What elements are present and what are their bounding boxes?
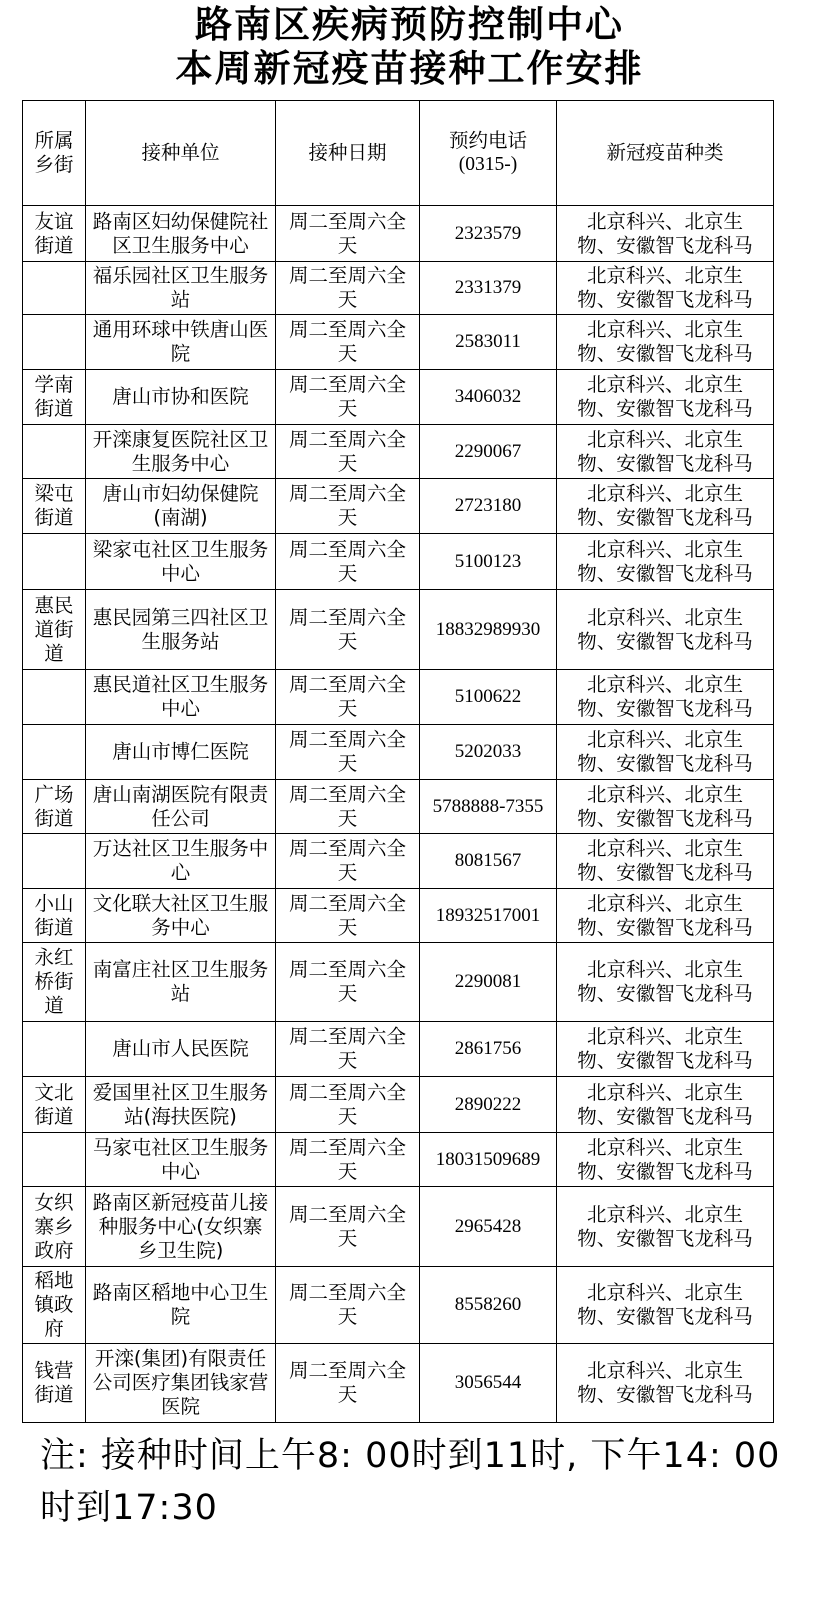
cell-vaccine xyxy=(557,315,774,370)
cell-street xyxy=(23,1077,86,1133)
header-date: 接种日期 xyxy=(276,101,420,206)
cell-date xyxy=(276,1133,420,1187)
cell-phone: 2890222 xyxy=(420,1077,557,1133)
cell-street xyxy=(23,1187,86,1267)
cell-vaccine-text: 北京科兴、北京生物、安徽智飞龙科马 xyxy=(577,1080,753,1128)
cell-street xyxy=(23,834,86,889)
cell-date xyxy=(276,834,420,889)
cell-date-text: 周二至周六全天 xyxy=(288,958,406,1005)
cell-vaccine-text: 北京科兴、北京生物、安徽智飞龙科马 xyxy=(577,782,753,830)
vaccination-schedule-table xyxy=(22,100,774,1423)
cell-street-text: 钱营街道 xyxy=(34,1359,74,1406)
cell-street-text: 学南街道 xyxy=(34,373,74,420)
cell-date xyxy=(276,370,420,425)
cell-unit xyxy=(86,1344,276,1423)
table-header-row xyxy=(23,101,774,206)
table-row xyxy=(23,262,774,315)
cell-phone: 5100123 xyxy=(420,534,557,590)
cell-vaccine xyxy=(557,534,774,590)
cell-vaccine-text: 北京科兴、北京生物、安徽智飞龙科马 xyxy=(577,537,753,585)
cell-date-text: 周二至周六全天 xyxy=(288,209,406,257)
cell-vaccine xyxy=(557,590,774,670)
cell-phone: 8081567 xyxy=(420,834,557,889)
cell-street xyxy=(23,370,86,425)
cell-phone: 18031509689 xyxy=(420,1133,557,1187)
cell-vaccine-text: 北京科兴、北京生物、安徽智飞龙科马 xyxy=(577,958,753,1005)
cell-date xyxy=(276,206,420,262)
cell-street-text: 稻地镇政府 xyxy=(34,1269,74,1340)
cell-street xyxy=(23,479,86,534)
cell-phone: 18832989930 xyxy=(420,590,557,670)
cell-date xyxy=(276,1187,420,1267)
cell-unit xyxy=(86,262,276,315)
cell-vaccine xyxy=(557,370,774,425)
cell-vaccine-text: 北京科兴、北京生物、安徽智飞龙科马 xyxy=(577,891,753,939)
cell-vaccine xyxy=(557,1344,774,1423)
cell-date-text: 周二至周六全天 xyxy=(288,1359,406,1406)
table-row xyxy=(23,1022,774,1077)
cell-date-text: 周二至周六全天 xyxy=(288,782,406,830)
cell-vaccine xyxy=(557,889,774,943)
cell-vaccine-text: 北京科兴、北京生物、安徽智飞龙科马 xyxy=(577,1202,753,1250)
cell-vaccine-text: 北京科兴、北京生物、安徽智飞龙科马 xyxy=(577,1135,753,1183)
vaccination-time-note: 注: 接种时间上午8: 00时到11时, 下午14: 00时到17:30 xyxy=(40,1436,781,1528)
table-row xyxy=(23,1267,774,1344)
cell-unit-text: 马家屯社区卫生服务中心 xyxy=(92,1135,269,1183)
cell-vaccine-text: 北京科兴、北京生物、安徽智飞龙科马 xyxy=(577,482,753,529)
cell-unit xyxy=(86,1267,276,1344)
cell-phone: 2723180 xyxy=(420,479,557,534)
cell-unit-text: 开滦(集团)有限责任公司医疗集团钱家营医院 xyxy=(92,1347,269,1418)
cell-vaccine xyxy=(557,206,774,262)
cell-street-text: 女织寨乡政府 xyxy=(34,1190,74,1262)
cell-unit-text: 福乐园社区卫生服务站 xyxy=(92,264,269,311)
cell-phone: 2583011 xyxy=(420,315,557,370)
cell-vaccine-text: 北京科兴、北京生物、安徽智飞龙科马 xyxy=(577,837,753,884)
cell-unit xyxy=(86,1077,276,1133)
cell-date xyxy=(276,590,420,670)
cell-street xyxy=(23,780,86,834)
table-row xyxy=(23,725,774,780)
cell-date-text: 周二至周六全天 xyxy=(288,1080,406,1128)
cell-unit-text: 南富庄社区卫生服务站 xyxy=(92,958,269,1005)
cell-street xyxy=(23,1267,86,1344)
cell-vaccine xyxy=(557,1077,774,1133)
cell-phone: 5202033 xyxy=(420,725,557,780)
cell-street xyxy=(23,670,86,725)
cell-unit xyxy=(86,315,276,370)
cell-vaccine-text: 北京科兴、北京生物、安徽智飞龙科马 xyxy=(577,673,753,720)
cell-date-text: 周二至周六全天 xyxy=(288,837,406,884)
cell-vaccine xyxy=(557,670,774,725)
cell-date xyxy=(276,534,420,590)
table-row xyxy=(23,889,774,943)
cell-vaccine-text: 北京科兴、北京生物、安徽智飞龙科马 xyxy=(577,318,753,365)
cell-unit-text: 文化联大社区卫生服务中心 xyxy=(92,891,269,939)
header-unit: 接种单位 xyxy=(86,101,276,206)
header-phone-label: 预约电话 xyxy=(448,129,527,152)
cell-street xyxy=(23,725,86,780)
header-phone-prefix: (0315-) xyxy=(458,154,518,175)
cell-unit xyxy=(86,943,276,1022)
cell-vaccine xyxy=(557,943,774,1022)
table-row xyxy=(23,590,774,670)
cell-vaccine xyxy=(557,780,774,834)
cell-date-text: 周二至周六全天 xyxy=(288,605,406,653)
cell-date-text: 周二至周六全天 xyxy=(288,318,406,365)
cell-unit xyxy=(86,725,276,780)
cell-street xyxy=(23,425,86,479)
cell-unit xyxy=(86,834,276,889)
cell-unit-text: 唐山市人民医院 xyxy=(112,1037,249,1060)
cell-street-text: 友谊街道 xyxy=(34,209,74,257)
cell-date xyxy=(276,780,420,834)
cell-unit-text: 路南区新冠疫苗儿接种服务中心(女织寨乡卫生院) xyxy=(92,1190,269,1262)
table-row xyxy=(23,1187,774,1267)
cell-date xyxy=(276,1022,420,1077)
cell-unit-text: 惠民园第三四社区卫生服务站 xyxy=(92,605,269,653)
cell-vaccine-text: 北京科兴、北京生物、安徽智飞龙科马 xyxy=(577,264,753,311)
cell-unit-text: 唐山市协和医院 xyxy=(112,385,249,408)
cell-vaccine xyxy=(557,834,774,889)
table-row xyxy=(23,425,774,479)
cell-street xyxy=(23,262,86,315)
cell-unit xyxy=(86,370,276,425)
table-row xyxy=(23,943,774,1022)
cell-vaccine xyxy=(557,262,774,315)
cell-vaccine-text: 北京科兴、北京生物、安徽智飞龙科马 xyxy=(577,1281,753,1328)
cell-phone: 5788888-7355 xyxy=(420,780,557,834)
cell-date xyxy=(276,670,420,725)
cell-vaccine-text: 北京科兴、北京生物、安徽智飞龙科马 xyxy=(577,1359,753,1406)
table-row xyxy=(23,206,774,262)
cell-street xyxy=(23,590,86,670)
cell-vaccine-text: 北京科兴、北京生物、安徽智飞龙科马 xyxy=(577,427,753,475)
header-vaccine: 新冠疫苗种类 xyxy=(557,101,774,206)
cell-date-text: 周二至周六全天 xyxy=(288,427,406,475)
table-row xyxy=(23,1077,774,1133)
cell-unit-text: 开滦康复医院社区卫生服务中心 xyxy=(92,427,269,475)
cell-vaccine xyxy=(557,425,774,479)
cell-unit xyxy=(86,206,276,262)
cell-vaccine xyxy=(557,479,774,534)
cell-phone: 8558260 xyxy=(420,1267,557,1344)
cell-vaccine-text: 北京科兴、北京生物、安徽智飞龙科马 xyxy=(577,209,753,257)
cell-date xyxy=(276,262,420,315)
cell-date-text: 周二至周六全天 xyxy=(288,728,406,775)
cell-street-text: 小山街道 xyxy=(34,891,74,939)
cell-phone: 3056544 xyxy=(420,1344,557,1423)
cell-phone: 2290081 xyxy=(420,943,557,1022)
cell-street xyxy=(23,889,86,943)
cell-unit-text: 唐山市博仁医院 xyxy=(112,740,249,763)
cell-unit xyxy=(86,1022,276,1077)
cell-date xyxy=(276,1077,420,1133)
cell-unit xyxy=(86,889,276,943)
table-row xyxy=(23,834,774,889)
header-phone xyxy=(420,101,557,206)
cell-vaccine-text: 北京科兴、北京生物、安徽智飞龙科马 xyxy=(577,373,753,420)
cell-unit-text: 惠民道社区卫生服务中心 xyxy=(92,673,269,720)
cell-vaccine xyxy=(557,1133,774,1187)
cell-date xyxy=(276,725,420,780)
cell-unit-text: 路南区妇幼保健院社区卫生服务中心 xyxy=(92,209,269,257)
cell-phone: 2290067 xyxy=(420,425,557,479)
cell-unit-text: 梁家屯社区卫生服务中心 xyxy=(92,537,269,585)
cell-phone: 2861756 xyxy=(420,1022,557,1077)
cell-vaccine-text: 北京科兴、北京生物、安徽智飞龙科马 xyxy=(577,1025,753,1072)
cell-date xyxy=(276,943,420,1022)
cell-vaccine-text: 北京科兴、北京生物、安徽智飞龙科马 xyxy=(577,605,753,653)
cell-vaccine xyxy=(557,1022,774,1077)
cell-phone: 3406032 xyxy=(420,370,557,425)
cell-street-text: 梁屯街道 xyxy=(34,482,74,529)
header-street: 所属乡街 xyxy=(23,101,86,206)
cell-unit xyxy=(86,534,276,590)
cell-date-text: 周二至周六全天 xyxy=(288,1135,406,1183)
table-row xyxy=(23,780,774,834)
cell-vaccine xyxy=(557,1267,774,1344)
cell-unit xyxy=(86,780,276,834)
cell-date-text: 周二至周六全天 xyxy=(288,673,406,720)
cell-date-text: 周二至周六全天 xyxy=(288,373,406,420)
document-title: 路南区疾病预防控制中心 xyxy=(195,3,624,46)
cell-date-text: 周二至周六全天 xyxy=(288,1281,406,1328)
cell-date-text: 周二至周六全天 xyxy=(288,891,406,939)
cell-unit xyxy=(86,670,276,725)
cell-street xyxy=(23,1022,86,1077)
cell-street-text: 惠民道街道 xyxy=(34,593,74,665)
cell-date-text: 周二至周六全天 xyxy=(288,537,406,585)
table-row xyxy=(23,1133,774,1187)
cell-unit xyxy=(86,1133,276,1187)
cell-unit-text: 爱国里社区卫生服务站(海扶医院) xyxy=(92,1080,269,1128)
cell-unit-text: 通用环球中铁唐山医院 xyxy=(92,318,269,365)
cell-date-text: 周二至周六全天 xyxy=(288,1025,406,1072)
table-row xyxy=(23,670,774,725)
cell-date-text: 周二至周六全天 xyxy=(288,1202,406,1250)
cell-unit xyxy=(86,479,276,534)
cell-date-text: 周二至周六全天 xyxy=(288,264,406,311)
document-subtitle: 本周新冠疫苗接种工作安排 xyxy=(175,47,644,90)
cell-unit-text: 唐山南湖医院有限责任公司 xyxy=(92,782,269,830)
cell-date xyxy=(276,889,420,943)
cell-street xyxy=(23,534,86,590)
cell-street xyxy=(23,315,86,370)
table-row xyxy=(23,1344,774,1423)
cell-unit xyxy=(86,425,276,479)
cell-unit-text: 万达社区卫生服务中心 xyxy=(92,837,269,884)
cell-date xyxy=(276,1267,420,1344)
table-row xyxy=(23,534,774,590)
cell-date xyxy=(276,479,420,534)
cell-vaccine-text: 北京科兴、北京生物、安徽智飞龙科马 xyxy=(577,728,753,775)
cell-street xyxy=(23,206,86,262)
cell-street xyxy=(23,1133,86,1187)
cell-date xyxy=(276,425,420,479)
cell-unit xyxy=(86,590,276,670)
cell-phone: 2965428 xyxy=(420,1187,557,1267)
cell-date-text: 周二至周六全天 xyxy=(288,482,406,529)
cell-date xyxy=(276,1344,420,1423)
cell-phone: 2331379 xyxy=(420,262,557,315)
table-row xyxy=(23,479,774,534)
cell-unit xyxy=(86,1187,276,1267)
cell-street xyxy=(23,943,86,1022)
cell-street-text: 广场街道 xyxy=(34,782,74,830)
cell-phone: 18932517001 xyxy=(420,889,557,943)
cell-date xyxy=(276,315,420,370)
cell-unit-text: 路南区稻地中心卫生院 xyxy=(92,1281,269,1328)
cell-phone: 2323579 xyxy=(420,206,557,262)
cell-unit-text: 唐山市妇幼保健院(南湖) xyxy=(102,482,259,529)
cell-phone: 5100622 xyxy=(420,670,557,725)
table-row xyxy=(23,315,774,370)
cell-street-text: 文北街道 xyxy=(34,1080,74,1128)
cell-street-text: 永红桥街道 xyxy=(34,946,74,1017)
table-row xyxy=(23,370,774,425)
cell-vaccine xyxy=(557,1187,774,1267)
cell-street xyxy=(23,1344,86,1423)
cell-vaccine xyxy=(557,725,774,780)
